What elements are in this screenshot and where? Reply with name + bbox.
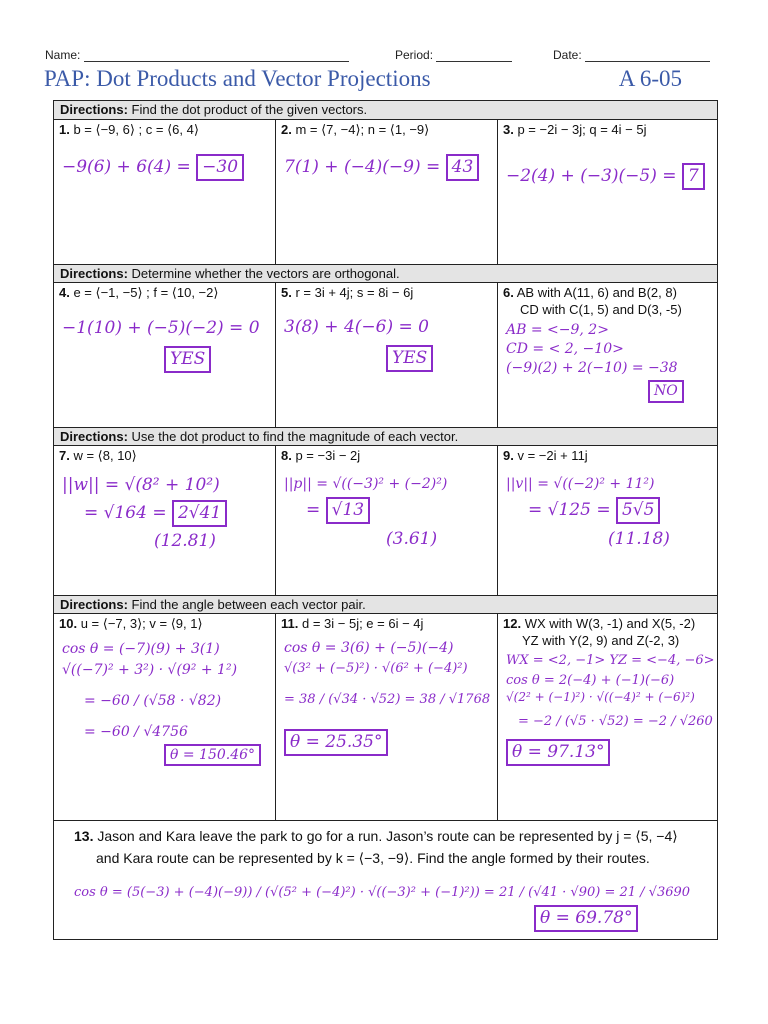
directions-text: Determine whether the vectors are orthogonal. — [131, 266, 400, 281]
work-line: −2(4) + (−3)(−5) = — [506, 166, 677, 186]
work-line: cos θ = 2(−4) + (−1)(−6) — [506, 672, 675, 688]
directions-label: Directions: — [60, 102, 128, 117]
work-line: = −2 / (√5 · √52) = −2 / √260 — [518, 714, 713, 730]
problem-number: 4. — [59, 285, 70, 300]
problem-cell — [498, 283, 719, 427]
answer-box: θ = 150.46° — [164, 744, 261, 767]
decimal-answer: (3.61) — [386, 528, 438, 549]
directions-bar — [54, 427, 717, 446]
directions-label: Directions: — [60, 429, 128, 444]
work-line: = 38 / (√34 · √52) = 38 / √1768 — [284, 692, 491, 708]
work-line: cos θ = 3(6) + (−5)(−4) — [284, 640, 454, 656]
problem-text-2: and Kara route can be represented by k = ⟨−3, −9⟩. Find the angle formed by their routes. — [96, 850, 650, 867]
problem-text: w = ⟨8, 10⟩ — [73, 448, 137, 463]
problem-number: 8. — [281, 448, 292, 463]
problem-number: 3. — [503, 122, 514, 137]
work-line: = −60 / √4756 — [84, 723, 188, 740]
problem-cell — [276, 283, 498, 427]
problem-text: Jason and Kara leave the park to go for a run. Jason’s route can be represented by j = ⟨5, −4⟩ — [97, 828, 678, 844]
problem-text: WX with W(3, -1) and X(5, -2) — [524, 616, 696, 631]
date-line — [585, 49, 710, 62]
problem-number: 1. — [59, 122, 70, 137]
problem-number: 5. — [281, 285, 292, 300]
work-line: AB = <−9, 2> — [506, 322, 609, 338]
work-line: CD = < 2, −10> — [506, 340, 624, 357]
answer-box: NO — [648, 380, 684, 403]
problem-cell — [54, 446, 276, 595]
work-line: = — [306, 499, 321, 520]
answer-box: −30 — [196, 154, 244, 181]
work-line: ||v|| = √((−2)² + 11²) — [506, 476, 655, 492]
date-field[interactable] — [553, 48, 710, 62]
problem-text: v = −2i + 11j — [517, 448, 588, 463]
period-field[interactable] — [395, 48, 512, 62]
answer-box: 2√41 — [172, 500, 227, 527]
problem-text-2: YZ with Y(2, 9) and Z(-2, 3) — [522, 633, 680, 648]
work-line: √(3² + (−5)²) · √(6² + (−4)²) — [284, 660, 468, 676]
problem-cell — [498, 120, 719, 264]
problem-text: u = ⟨−7, 3⟩; v = ⟨9, 1⟩ — [80, 616, 203, 631]
name-label: Name: — [45, 48, 81, 62]
work-line: ||p|| = √((−3)² + (−2)²) — [284, 476, 448, 492]
work-line: −1(10) + (−5)(−2) = 0 — [62, 318, 260, 338]
problem-number: 12. — [503, 616, 522, 631]
work-line: = √125 = — [528, 499, 611, 520]
problem-text-2: CD with C(1, 5) and D(3, -5) — [520, 302, 682, 317]
work-line: −9(6) + 6(4) = — [62, 157, 191, 177]
directions-text: Find the angle between each vector pair. — [131, 597, 366, 612]
problem-number: 13. — [74, 828, 94, 844]
problem-cell — [276, 614, 498, 820]
problem-text: r = 3i + 4j; s = 8i − 6j — [295, 285, 414, 300]
problem-text: m = ⟨7, −4⟩; n = ⟨1, −9⟩ — [295, 122, 430, 137]
period-label: Period: — [395, 48, 434, 62]
decimal-answer: (12.81) — [154, 530, 216, 551]
work-line: √(2² + (−1)²) · √((−4)² + (−6)²) — [506, 690, 695, 705]
answer-box: θ = 69.78° — [534, 905, 638, 932]
decimal-answer: (11.18) — [608, 528, 670, 549]
work-line: = √164 = — [84, 502, 167, 523]
work-line: cos θ = (−7)(9) + 3(1) — [62, 641, 220, 657]
work-line: ||w|| = √(8² + 10²) — [62, 475, 220, 495]
problem-cell — [54, 120, 276, 264]
name-line — [84, 49, 349, 62]
problem-cell — [54, 614, 276, 820]
problem-number: 9. — [503, 448, 514, 463]
work-line: 3(8) + 4(−6) = 0 — [284, 317, 429, 337]
problem-text: b = ⟨−9, 6⟩ ; c = ⟨6, 4⟩ — [73, 122, 199, 137]
problem-text: e = ⟨−1, −5⟩ ; f = ⟨10, −2⟩ — [73, 285, 219, 300]
work-line: (−9)(2) + 2(−10) = −38 — [506, 359, 678, 376]
period-line — [436, 49, 512, 62]
answer-box: 7 — [682, 163, 705, 190]
worksheet-table — [53, 100, 718, 940]
problem-number: 6. — [503, 285, 514, 300]
worksheet-code: A 6-05 — [618, 66, 682, 91]
problem-text: d = 3i − 5j; e = 6i − 4j — [301, 616, 424, 631]
problem-cell — [276, 120, 498, 264]
work-line: cos θ = (5(−3) + (−4)(−9)) / (√(5² + (−4)²) · √((−3)² + (−1)²)) = 21 / (√41 · √90) = 21 / √3690 — [74, 884, 691, 900]
word-problem — [54, 820, 717, 936]
work-line: 7(1) + (−4)(−9) = — [284, 157, 441, 177]
date-label: Date: — [553, 48, 582, 62]
directions-text: Find the dot product of the given vectors. — [131, 102, 368, 117]
directions-bar — [54, 595, 717, 614]
directions-bar — [54, 264, 717, 283]
answer-box: 43 — [446, 154, 480, 181]
problem-text: p = −2i − 3j; q = 4i − 5j — [517, 122, 647, 137]
problem-cell — [498, 614, 719, 820]
name-field[interactable] — [45, 48, 349, 62]
problem-number: 7. — [59, 448, 70, 463]
answer-box: YES — [164, 346, 211, 373]
problem-number: 10. — [59, 616, 78, 631]
answer-box: YES — [386, 345, 433, 372]
work-line: = −60 / (√58 · √82) — [84, 692, 222, 709]
problem-text: AB with A(11, 6) and B(2, 8) — [516, 285, 677, 300]
directions-text: Use the dot product to find the magnitude of each vector. — [131, 429, 459, 444]
answer-box: 5√5 — [616, 497, 660, 524]
problem-cell — [498, 446, 719, 595]
directions-label: Directions: — [60, 266, 128, 281]
work-line: WX = <2, −1> YZ = <−4, −6> — [506, 653, 715, 668]
problem-cell — [54, 283, 276, 427]
answer-box: √13 — [326, 497, 370, 524]
problem-number: 2. — [281, 122, 292, 137]
answer-box: θ = 97.13° — [506, 739, 610, 766]
directions-label: Directions: — [60, 597, 128, 612]
directions-bar — [54, 101, 717, 120]
problem-cell — [276, 446, 498, 595]
problem-number: 11. — [281, 616, 299, 631]
problem-text: p = −3i − 2j — [295, 448, 361, 463]
work-line: √((−7)² + 3²) · √(9² + 1²) — [62, 661, 238, 678]
worksheet-title: PAP: Dot Products and Vector Projections — [44, 66, 431, 91]
answer-box: θ = 25.35° — [284, 729, 388, 756]
